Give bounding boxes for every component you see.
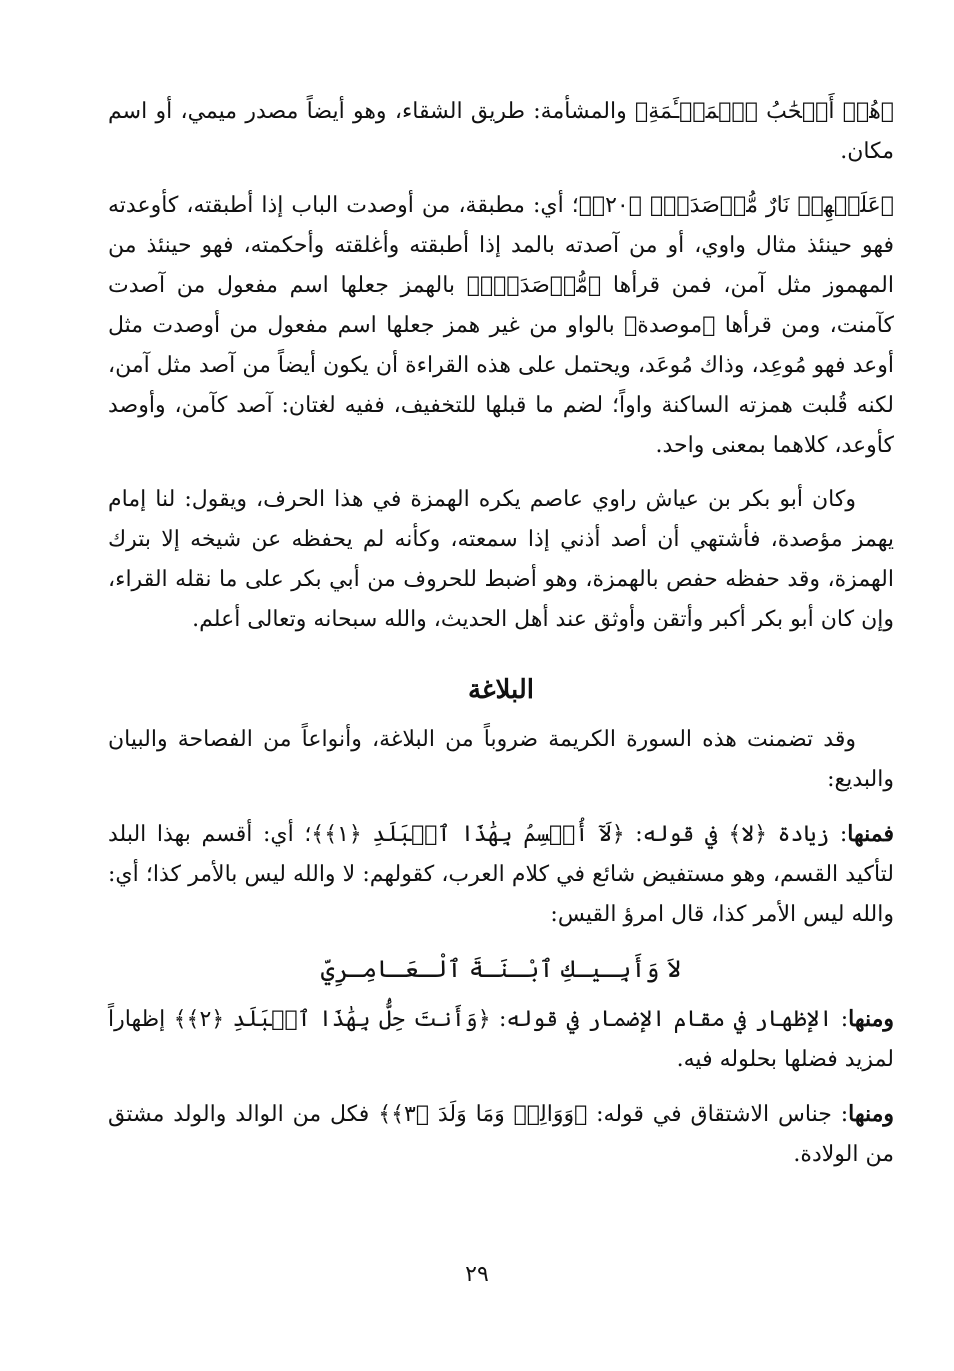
rhetoric-item-2: [108, 999, 894, 1080]
paragraph-mashama: ﴿هُمۡ أَصۡحَٰبُ ٱلۡمَشۡـَٔمَةِ﴾ والمشأمة: طريق الشقاء، وهو أيضاً مصدر ميمي، أو اسم مكان.: [108, 99, 894, 164]
item-lead: فمنها: [847, 821, 894, 847]
rhetoric-item-3: [108, 1094, 894, 1175]
item-lead: ومنها: [848, 1101, 894, 1127]
page-number: ٢٩: [465, 1262, 489, 1287]
poetry-verse: لاَ وَأَبِـيـكِ ٱبْـنَـةَ ٱلْـعَـامِـرِيّ: [320, 955, 682, 983]
item-lead: ومنها: [848, 1006, 894, 1032]
section-heading: البلاغة: [467, 675, 535, 705]
item-text: : جناس الاشتقاق في قوله: ﴿وَوَالِدٖ وَمَا وَلَدَ ﴿٣﴾﴾ فكل من الوالد والولد مشتق من الولادة.: [108, 1102, 894, 1167]
paragraph-musada: ﴿عَلَيۡهِمۡ نَارٌ مُّؤۡصَدَةُۢ ﴿٢٠﴾﴾؛ أي: مطبقة، من أوصدت الباب إذا أطبقته، كأوعدته فهو حينئذ مثال واوي، أو من آصدته بالمد إذا أطبقته وأغلقته وأحكمته، فهو حينئذ من المهموز مثل آمن، فمن قرأها ﴿مُّؤۡصَدَةُۢ﴾ بالهمز جعلها اسم مفعول من آصدت كآمنت، ومن قرأها ﴿موصدة﴾ بالواو من غير همز جعلها اسم مفعول من أوصدت مثل أوعد فهو مُوعِد، وذاك مُوعَد، ويحتمل على هذه القراءة أن يكون أيضاً من آصد مثل آمن، لكنه قُلبت همزته الساكنة واواً؛ لضم ما قبلها للتخفيف، ففيه لغتان: آصد كآمن، وأوصد كأوعد، كلاهما بمعنى واحد.: [108, 193, 895, 458]
section-intro: وقد تضمنت هذه السورة الكريمة ضروباً من البلاغة، وأنواعاً من الفصاحة والبيان والبديع:: [108, 727, 894, 792]
item-text: : الإظهار في مقام الإضمار في قوله: ﴿وَأَنتَ حِلُّۢ بِهَٰذَا ٱلۡبَلَدِ ﴿٢﴾﴾ إظهاراً لمزيد فضلها بحلوله فيه.: [108, 1007, 894, 1072]
paragraph-abu-bakr: وكان أبو بكر بن عياش راوي عاصم يكره الهمزة في هذا الحرف، ويقول: لنا إمام يهمز مؤصدة، فأشتهي أن أصد أذني إذا سمعته، وكأنه لم يحفظه عن شيخه إلا بترك الهمزة، وقد حفظه حفص بالهمزة، وهو أضبط للحروف من أبي بكر على ما نقله القراء، وإن كان أبو بكر أكبر وأتقن وأوثق عند أهل الحديث، والله سبحانه وتعالى أعلم.: [108, 487, 894, 632]
rhetoric-item-1: [108, 814, 894, 935]
item-text: : زيادة ﴿لا﴾ في قوله: ﴿لَآ أُقۡسِمُ بِهَٰذَا ٱلۡبَلَدِ ﴿١﴾﴾؛ أي: أقسم بهذا البلد لتأكيد القسم، وهو مستفيض شائع في كلام العرب، كقولهم: لا والله ليس بالأمر كذا؛ أي: والله ليس الأمر كذا، قال امرؤ القيس:: [108, 822, 894, 927]
